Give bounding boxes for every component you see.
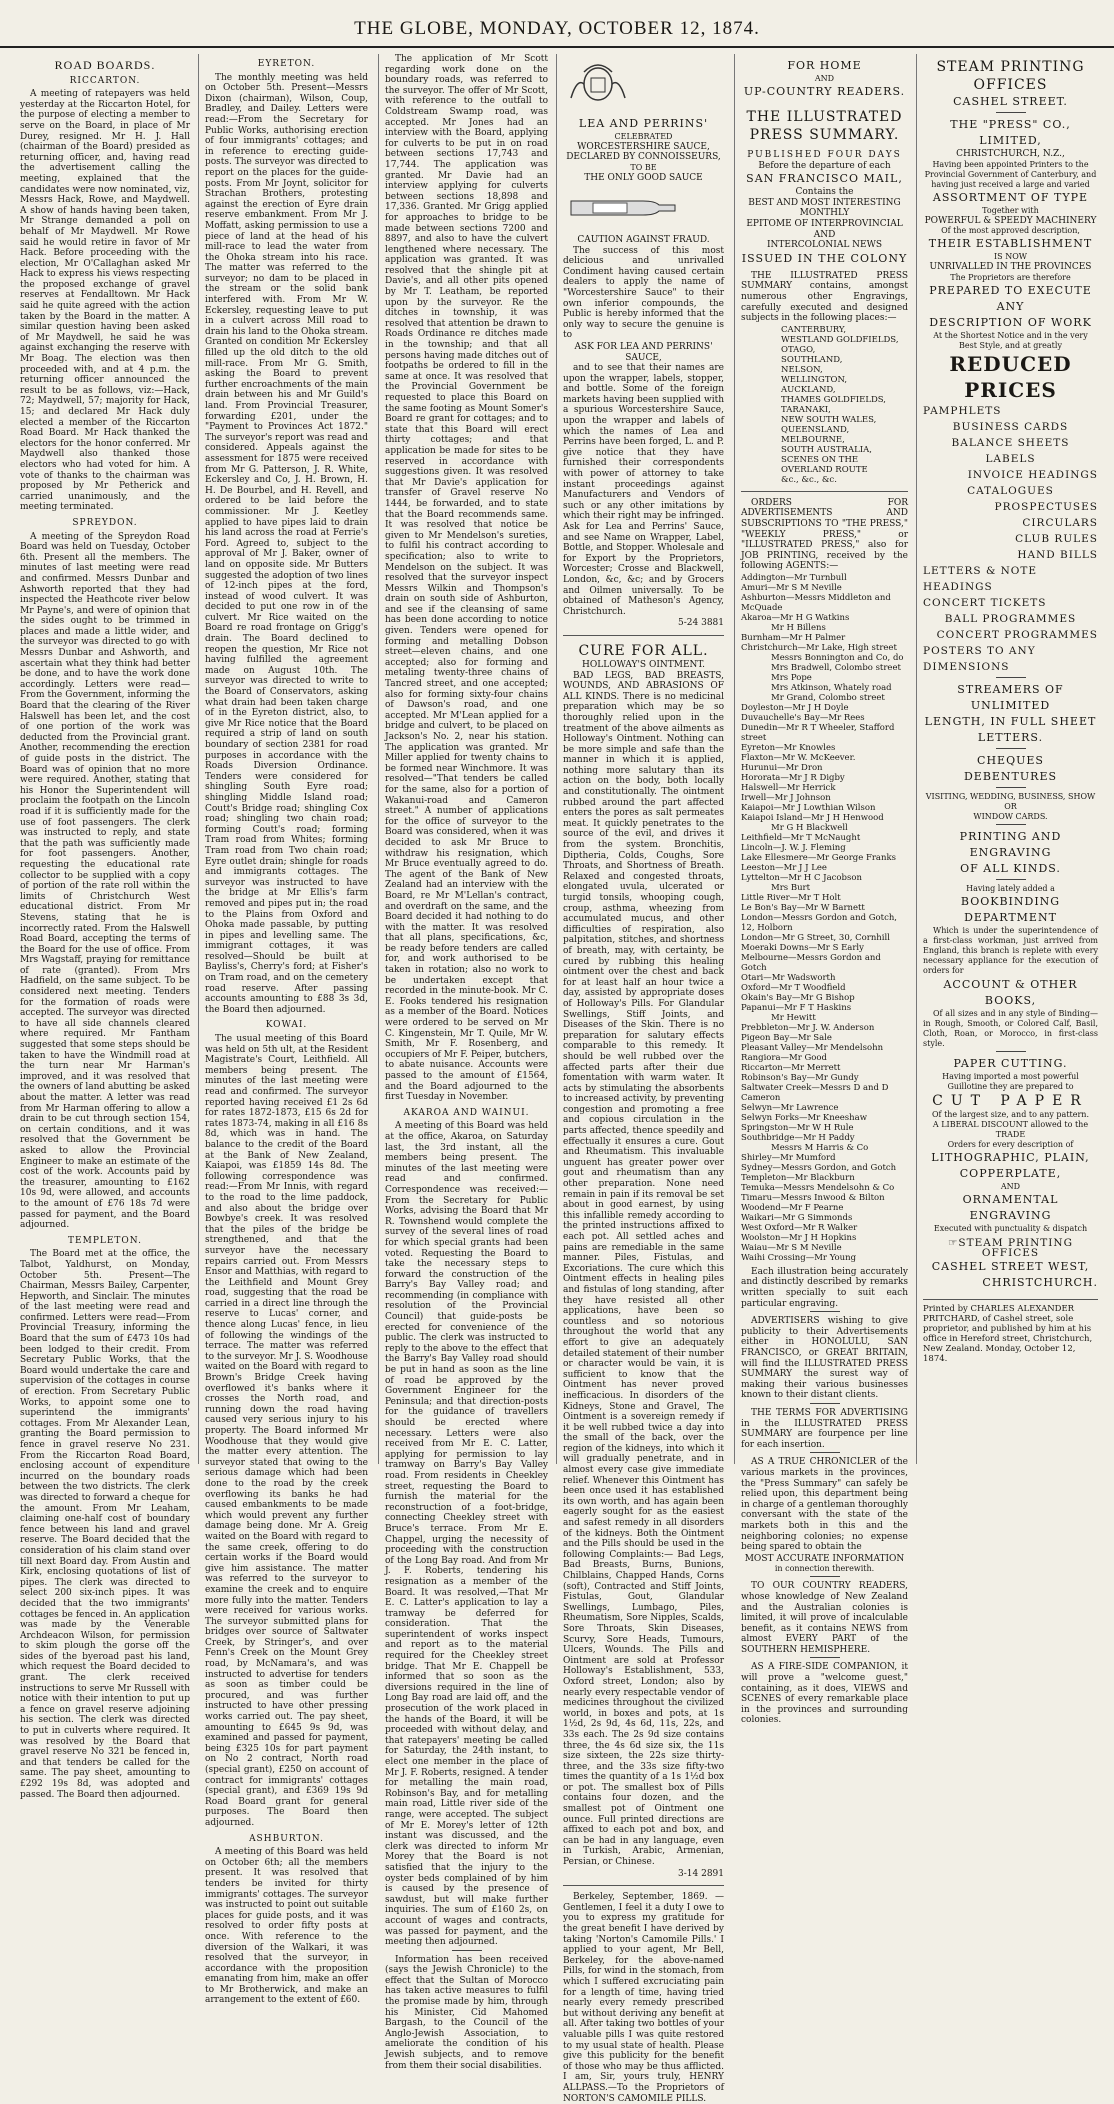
list-item: Ashburton—Messrs Middleton and McQuade: [741, 592, 891, 613]
article-text: A meeting of this Board was held at the office, Akaroa, on Saturday last, the 3rd instant, all the members being present. The minutes of the last meeting were read and confirmed. Correspondence was received:—From the Secretary for Public Works, advising the Board that Mr R. Townshend would complete the survey of the several lines of road for which special grants had been voted. Requesting the Board to take the necessary steps to forward the construction of the Barry's Bay Valley road; and recommending (in compliance with resolution of the Provincial Council) that guide-posts be erected for convenience of the public. The clerk was instructed to reply to the above to the effect that the Barry's Bay Valley road should be put in hand as soon as the line of road be approved by the Government Engineer for the Peninsula; and that direction-posts for the guidance of travellers should be erected where necessary. Letters were also received from Mr E. C. Latter, applying for permission to lay tramway on Barry's Bay Valley road. From residents in Cheekley street, requesting the Board to furnish the material for the reconstruction of a foot-bridge, connecting Cheekley street with Bruce's terrace. From Mr E. Chappel, urging the necessity of proceeding with the construction of the Long Bay road. And from Mr J. F. Roberts, tendering his resignation as a member of the Board. It was resolved,—That Mr E. C. Latter's application to lay a tramway be deferred for consideration. That the superintendent of works inspect and report as to the material required for the Cheekley street bridge. That Mr E. Chappell be informed that so soon as the diversions required in the line of Long Bay road are laid off, and the prosecution of the work placed in the hands of the Board, it will be proceeded with without delay, and that ratepayers' meeting be called for Saturday, the 24th instant, to elect one member in the place of Mr J. F. Roberts, resigned. A tender for metalling the main road, Robinson's Bay, and for metalling main road, Little river side of the range, were accepted. The subject of Mr E. Morey's letter of 12th instant was discussed, and the clerk was directed to inform Mr Morey that the Board is not satisfied that the injury to the oyster beds complained of by him is caused by the presence of sawdust, but will make further inquiries. The sum of £160 2s, on account of wages and contracts, was passed for payment, and the meeting then adjourned.: [385, 1121, 548, 1948]
list-item: OTAGO,: [781, 344, 816, 355]
ad-text: AS A FIRE-SIDE COMPANION, it will prove a "welcome guest," containing, as it does, VIEWS and SCENES of every remarkable place in the provinces and surrounding colonies.: [741, 1662, 908, 1726]
list-item: Robinson's Bay—Mr Gundy: [741, 1072, 859, 1083]
ad-text: TO BE: [630, 162, 657, 172]
list-item: Waiau—Mr S M Neville: [741, 1242, 842, 1253]
section-title: ROAD BOARDS.: [54, 58, 156, 72]
ad-text: Orders for every description of: [947, 1139, 1074, 1149]
list-item: BALANCE SHEETS: [951, 436, 1070, 449]
ad-text: CHRISTCHURCH.: [982, 1275, 1098, 1289]
ad-text: Which is under the superintendence of a first-class workman, just arrived from England, this branch is replete with every necessary appliance for the execution of orders for: [923, 925, 1098, 975]
royal-crest-icon: [563, 58, 633, 108]
ad-ref: 3-14 2891: [678, 1868, 724, 1879]
list-item: SOUTH AUSTRALIA,: [781, 444, 872, 455]
list-item: Le Bon's Bay—Mr W Barnett: [741, 902, 865, 913]
list-item: CONCERT PROGRAMMES: [936, 628, 1098, 641]
list-item: Selwyn Forks—Mr Kneeshaw: [741, 1112, 867, 1123]
ad-text: DEBENTURES: [963, 769, 1058, 783]
column-advertisements: [556, 54, 730, 2104]
list-item: Kaiapoi—Mr J Lowthian Wilson: [741, 802, 876, 813]
ad-text: POWERFUL & SPEEDY MACHINERY: [924, 215, 1097, 226]
list-item: Hororata—Mr J R Digby: [741, 772, 845, 783]
list-item: Shirley—Mr Mumford: [741, 1152, 836, 1163]
list-item: Pleasant Valley—Mr Mendelsohn: [741, 1042, 884, 1053]
list-item: Addington—Mr Turnbull: [741, 572, 847, 583]
ad-text: MOST ACCURATE INFORMATION: [744, 1553, 905, 1564]
ad-text: DESCRIPTION OF WORK: [929, 315, 1092, 329]
printing-items-list: [923, 403, 1098, 675]
places-list: [741, 325, 908, 485]
divider: [563, 1885, 724, 1886]
subsection-title: SPREYDON.: [72, 517, 138, 528]
list-item: Amuri—Mr S M Neville: [741, 582, 842, 593]
sauce-bottle-icon: [563, 187, 683, 227]
list-item: Saltwater Creek—Messrs D and D Cameron: [741, 1082, 889, 1103]
ad-text: STEAM PRINTING OFFICES: [958, 1236, 1073, 1260]
ad-text: WORCESTERSHIRE SAUCE,: [577, 141, 710, 152]
list-item: Lyttelton—Mr H C Jacobson: [741, 872, 862, 883]
ad-text: AND: [1000, 1181, 1021, 1191]
list-item: WELLINGTON,: [781, 374, 848, 385]
list-item: CIRCULARS: [1022, 516, 1098, 529]
list-item: Lincoln—J. W. J. Fleming: [741, 842, 846, 853]
ad-text: Having imported a most powerful Guillotine they are prepared to: [942, 1071, 1079, 1091]
ad-text: CASHEL STREET WEST,: [931, 1259, 1090, 1273]
ad-text: Together with: [982, 205, 1039, 215]
list-item: Mr Grand, Colombo street: [771, 692, 885, 703]
ad-text: BOOKBINDING DEPARTMENT: [960, 894, 1061, 924]
list-item: London—Mr G Street, 30, Cornhill: [741, 932, 890, 943]
list-item: Leithfield—Mr T McNaught: [741, 832, 861, 843]
column-road-boards-3: [378, 54, 554, 2071]
ad-text: IS NOW: [994, 252, 1027, 262]
list-item: Irwell—Mr J Johnson: [741, 792, 831, 803]
list-item: &c., &c., &c.: [781, 474, 837, 485]
list-item: SCENES ON THE OVERLAND ROUTE: [781, 454, 868, 475]
ad-text: LETTERS.: [977, 730, 1044, 744]
list-item: Oxford—Mr T Woodfield: [741, 982, 846, 993]
list-item: London—Messrs Gordon and Gotch, 12, Holborn: [741, 912, 898, 933]
list-item: Messrs M Harris & Co: [771, 1142, 869, 1153]
list-item: Rangiora—Mr Good: [741, 1052, 827, 1063]
ad-title: THE ILLUSTRATED: [746, 109, 903, 125]
ad-text: BEST AND MOST INTERESTING: [748, 197, 901, 208]
ad-text: CAUTION AGAINST FRAUD.: [577, 234, 710, 245]
ad-title: UP-COUNTRY READERS.: [743, 85, 906, 98]
list-item: HAND BILLS: [1017, 548, 1098, 561]
list-item: Otari—Mr Wadsworth: [741, 972, 836, 983]
ad-text: THE TERMS FOR ADVERTISING in the ILLUSTRATED PRESS SUMMARY are fourpence per line for each insertion.: [741, 1408, 908, 1450]
divider: [452, 1950, 482, 1951]
ad-title: PRESS SUMMARY.: [749, 127, 900, 143]
list-item: Mr H Billens: [771, 622, 826, 633]
list-item: Dunedin—Mr R T Wheeler, Stafford street: [741, 722, 895, 743]
ad-text: [923, 1238, 1098, 1259]
ad-text: DECLARED BY CONNOISSEURS,: [566, 152, 721, 163]
ad-text: At the Shortest Notice and in the very Best Style, and at greatly: [933, 330, 1088, 350]
ad-text: ACCOUNT & OTHER BOOKS,: [943, 977, 1078, 1007]
list-item: CLUB RULES: [1015, 532, 1098, 545]
ad-text: PRINTING AND ENGRAVING: [959, 829, 1062, 859]
ad-text: Having lately added a: [966, 883, 1055, 893]
ad-text: CUT PAPER: [932, 1092, 1089, 1109]
list-item: PAMPHLETS: [923, 404, 1002, 417]
list-item: CANTERBURY,: [781, 324, 847, 335]
ad-text: ORDERS FOR ADVERTISEMENTS AND SUBSCRIPTIONS TO "THE PRESS," "WEEKLY PRESS," or "ILLUSTRATED PRESS," also for JOB PRINTING, received by the following AGENTS:—: [741, 497, 908, 572]
ad-text: ADVERTISERS wishing to give publicity to their Advertisements either in HONOLULU, SAN FRANCISCO, or GREAT BRITAIN, will find the ILLUSTRATED PRESS SUMMARY the surest way of making their various businesses known to their distant clients.: [741, 1316, 908, 1401]
list-item: Riccarton—Mr Merrett: [741, 1062, 841, 1073]
divider: [996, 824, 1026, 825]
divider: [810, 1403, 840, 1404]
masthead: [0, 14, 1114, 48]
list-item: Okain's Bay—Mr G Bishop: [741, 992, 855, 1003]
ad-text: UNRIVALLED IN THE PROVINCES: [929, 262, 1092, 273]
list-item: LETTERS & NOTE HEADINGS: [923, 564, 1038, 593]
ad-text: OF ALL KINDS.: [960, 861, 1061, 875]
ad-text: PAPER CUTTING.: [953, 1056, 1068, 1070]
list-item: Akaroa—Mr H G Watkins: [741, 612, 850, 623]
ad-subtitle: HOLLOWAY'S OINTMENT.: [582, 659, 705, 670]
list-item: Mrs Burt: [771, 882, 811, 893]
divider: [996, 1051, 1026, 1052]
list-item: Lake Ellesmere—Mr George Franks: [741, 852, 896, 863]
ad-text: TO OUR COUNTRY READERS, whose knowledge of New Zealand and the Australian colonies is limited, it will prove of incalculable benefit, as it contains NEWS from almost EVERY PART of the SOUTHERN HEMISPHERE.: [741, 1581, 908, 1655]
ad-text: VISITING, WEDDING, BUSINESS, SHOW: [925, 791, 1096, 801]
list-item: Temuka—Messrs Mendelsohn & Co: [741, 1182, 895, 1193]
ad-text: and to see that their names are upon the wrapper, labels, stopper, and bottle. Some of the foreign markets having been supplied with a spurious Worcestershire Sauce, upon the wrapper and labels of which the names of Lea and Perrins have been forged, L. and P. give notice that they have furnished their correspondents with power of attorney to take instant proceedings against Manufacturers and Vendors of such or any other imitations by which their right may be infringed. Ask for Lea and Perrins' Sauce, and see Name on Wrapper, Label, Bottle, and Stopper. Wholesale and for Export by the Proprietors, Worcester; Crosse and Blackwell, London, &c, &c; and by Grocers and Oilmen universally. To be obtained of Matheson's Agency, Christchurch.: [563, 363, 724, 617]
divider: [996, 787, 1026, 788]
ad-text: ISSUED IN THE COLONY: [741, 251, 908, 265]
list-item: POSTERS TO ANY DIMENSIONS: [923, 644, 1036, 673]
subsection-title: RICCARTON.: [69, 75, 141, 86]
list-item: NELSON,: [781, 364, 823, 375]
list-item: Timaru—Messrs Inwood & Bilton: [741, 1192, 885, 1203]
list-item: Burnham—Mr H Palmer: [741, 632, 846, 643]
ad-text: OR: [1004, 801, 1017, 811]
ad-text: Having been appointed Printers to the Provincial Government of Canterbury, and having just received a large and varied: [924, 159, 1097, 189]
list-item: WESTLAND GOLDFIELDS,: [781, 334, 899, 345]
list-item: LABELS: [985, 452, 1036, 465]
ad-text: ASK FOR LEA AND PERRINS' SAUCE,: [574, 341, 713, 363]
ad-text: PUBLISHED FOUR DAYS: [747, 150, 902, 160]
article-text: The monthly meeting was held on October 5th. Present—Messrs Dixon (chairman), Wilson, Coup, Bradley, and Dailey. Letters were read:—From the Secretary for Public Works, authorising erection of four immigrants' cottages; and in reference to erecting guide-posts. The surveyor was directed to report on the places for the guide-posts. From Mr Joynt, solicitor for Strachan Brothers, protesting against the erection of Eyre drain reserve embankment. From Mr J. Moffatt, asking permission to use a piece of land at the head of his mill-race to lead the water from the Ohoka stream into his race. The matter was referred to the surveyor; no dam to be placed in the stream or the solid bank interfered with. From Mr W. Eckersley, requesting leave to put in a culvert across Mill road to drain his land to the Ohoka stream. Granted on condition Mr Eckersley filled up the old ditch to the old mill-race. From Mr G. Smith, asking the Board to prevent further encroachments of the main drain between his and Mr Guild's land. From Provincial Treasurer, forwarding £201, under the "Payment to Provinces Act 1872." The surveyor's report was read and considered. Appeals against the assessment for 1875 were received from Mr G. Patterson, J. R. White, Eckersley and Co, J. H. Brown, H. H. De Bourbel, and H. Revell, and ordered to be laid before the commissioner. Mr J. Keetley applied to have pipes laid to drain his land across the road at Ferrie's Ford. Agreed to, subject to the approval of Mr J. Baker, owner of land on opposite side. Mr Butters suggested the adoption of two lines of 12-inch pipes at the ford, instead of wood culvert. It was decided to put one row in of the culvert. Mr Rice waited on the Board re road frontage on Grigg's drain. The Board declined to reopen the question, Mr Rice not having fulfilled the agreement made on August 10th. The surveyor was directed to write to the Board of Conservators, asking what drain had been taken charge of in the Eyreton district, also, to give Mr Rice notice that the Board required a strip of land on south boundary of section 2381 for road purposes in accordance with the Roads Diversion Ordinance. Tenders were considered for shingling South Eyre road; shingling Middle Island road; Coutt's Bridge road; shingling Cox road; shingling two chain road; forming Coutt's road; forming Tram road from Whites; forming Tram road from Two chain road; Eyre outlet drain; shingle for roads and immigrants cottages. The surveyor was instructed to have the bridge at Mr Ellis's farm removed and pipes put in; the road to the Plains from Oxford and Ohoka made passable, by putting in pipes and levelling same. The immigrant cottages, it was resolved—Should be built at Bayliss's, Cherry's ford; at Fisher's on Tram road, and on the cemetery road reserve. After passing accounts amounting to £88 3s 3d, the Board then adjourned.: [205, 72, 368, 1015]
ad-text: The success of this most delicious and unrivalled Condiment having caused certain dealers to apply the name of "Worcestershire Sauce" to their own inferior compounds, the Public is hereby informed that the only way to secure the genuine is to: [563, 245, 724, 341]
article-text: The usual meeting of this Board was held on 5th ult, at the Resident Magistrate's Court, Leithfield. All members being present. The minutes of the last meeting were read and confirmed. The surveyor reported having received £1 2s 6d for rates 1872-1873, £15 6s 2d for rates 1873-74, making in all £16 8s 8d, which was in hand. The balance to the credit of the Board at the Bank of New Zealand, Kaiapoi, was £1859 14s 8d. The following correspondence was read:—From Mr Innis, with regard to the road to the lime paddock, and also about the bridge over Bowbye's creek. It was resolved that the piles of the bridge be strengthened, and that the surveyor have the necessary repairs carried out. From Messrs Ensor and Matthias, with regard to the Leithfield and Mount Grey road, suggesting that the road be carried in a direct line through the reserve to Lucas' corner, and thence along Lucas' fence, in lieu of following the windings of the terrace. The matter was referred to the surveyor. Mr J. S. Woodhouse waited on the Board with regard to Brown's Bridge Creek having overflowed it's banks where it crosses the North road, and running down the road having caused very serious injury to his property. The Board informed Mr Woodhouse that they would give the matter every attention. The surveyor stated that owing to the serious damage which had been done to the road by the creek overflowing its banks he had caused embankments to be made which would prevent any further damage being done. Mr A. Greig waited on the Board with regard to the same creek, offering to do certain works if the Board would give him assistance. The matter was referred to the surveyor to examine the creek and to enquire more fully into the matter. Tenders were received for various works. The surveyor submitted plans for bridges over source of Saltwater Creek, by Stringer's, and over Fenn's Creek on the Mount Grey road, by McNamara's, and was instructed to advertise for tenders as soon as timber could be procured, and was further instructed to have other pressing works carried out. The pay sheet, amounting to £645 9s 9d, was examined and passed for payment, being £325 10s for part payment on No 2 contract, North road (special grant), £250 on account of contract for immigrants' cottages (special grant), and £369 19s 9d Road Board grant for general purposes. The Board then adjourned.: [205, 1034, 368, 1828]
list-item: Little River—Mr T Holt: [741, 892, 841, 903]
ad-text: THE "PRESS" CO., LIMITED,: [950, 118, 1071, 147]
list-item: Halswell—Mr Herrick: [741, 782, 836, 793]
list-item: Melbourne—Messrs Gordon and Gotch: [741, 952, 881, 973]
column-press-summary: [734, 54, 914, 1726]
ad-text: ORNAMENTAL ENGRAVING: [962, 1192, 1059, 1222]
ad-text: CELEBRATED: [614, 131, 673, 141]
hand-pointer-icon: ☞: [948, 1236, 959, 1249]
list-item: Duvauchelle's Bay—Mr Rees: [741, 712, 865, 723]
column-road-boards-2: [198, 54, 374, 2006]
divider: [996, 879, 1026, 880]
divider: [810, 1657, 840, 1658]
list-item: Waihi Crossing—Mr Young: [741, 1252, 857, 1263]
ad-text: ASSORTMENT OF TYPE: [932, 190, 1089, 204]
ad-text: Before the departure of each: [758, 160, 891, 171]
ad-text: The Proprietors are therefore: [950, 272, 1071, 282]
subsection-title: KOWAI.: [265, 1020, 308, 1031]
list-item: MELBOURNE,: [781, 434, 845, 445]
list-item: Flaxton—Mr W. McKeever.: [741, 752, 856, 763]
ad-text: MONTHLY: [799, 208, 850, 219]
divider: [563, 635, 724, 636]
ad-text: EPITOME OF INTERPROVINCIAL AND: [746, 218, 903, 240]
list-item: Pigeon Bay—Mr Sale: [741, 1032, 832, 1043]
ad-text: Berkeley, September, 1869. — Gentlemen, I feel it a duty I owe to you to express my gratitude for the great benefit I have derived by taking 'Norton's Camomile Pills.' I applied to your agent, Mr Bell, Berkeley, for the above-named Pills, for wind in the stomach, from which I suffered excruciating pain for a length of time, having tried nearly every remedy prescribed but without deriving any benefit at all. After taking two bottles of your valuable pills I was quite restored to my usual state of health. Please give this publicity for the benefit of those who may be thus afflicted. I am, Sir, yours truly, HENRY ALLPASS.—To the Proprietors of NORTON'S CAMOMILE PILLS.: [563, 1892, 724, 2104]
ad-text: Of the most approved description,: [941, 226, 1080, 236]
ad-text: Each illustration being accurately and distinctly described by remarks written specially to suit each particular engraving.: [741, 1266, 908, 1309]
list-item: TARANAKI,: [781, 404, 831, 415]
ad-text: AND: [814, 74, 835, 83]
list-item: Springston—Mr W H Rule: [741, 1122, 854, 1133]
divider: [810, 1576, 840, 1577]
ad-text: AS A TRUE CHRONICLER of the various markets in the provinces, the "Press Summary" can safely be relied upon, this department being in charge of a gentleman thoroughly conversant with the state of the markets both in this and the neighboring colonies; no expense being spared to obtain the: [741, 1457, 908, 1553]
subsection-title: AKAROA AND WAINUI.: [403, 1107, 530, 1118]
list-item: INVOICE HEADINGS: [967, 468, 1098, 481]
ad-text: Of the largest size, and to any pattern.: [932, 1109, 1089, 1119]
list-item: Waikari—Mr G Simmonds: [741, 1212, 853, 1223]
ad-text: Contains the: [795, 187, 854, 198]
ad-ref: 5-24 3881: [678, 618, 724, 629]
list-item: NEW SOUTH WALES,: [781, 414, 877, 425]
divider: [996, 677, 1026, 678]
list-item: Sydney—Messrs Gordon, and Gotch: [741, 1162, 897, 1173]
list-item: QUEENSLAND,: [781, 424, 850, 435]
ad-text: BAD LEGS, BAD BREASTS, WOUNDS, AND ABRASIONS OF ALL KINDS. There is no medicinal preparation which may be so thoroughly relied upon in the treatment of the above ailments as Holloway's Ointment. Nothing can be more simple and safe than the manner in which it is applied, nothing more salutary than its action on the body, both locally and constitutionally. The ointment rubbed around the part affected enters the pores as salt permeates meat. It quickly penetrates to the source of the evil, and drives it from the system. Bronchitis, Diptheria, Colds, Coughs, Sore Throats, and Shortness of Breath. Relaxed and congested throats, elongated uvula, ulcerated or turgid tonsils, whooping cough, croup, asthma, wheezing from accumulated mucus, and other difficulties of respiration, also palpitation, stitches, and shortness of breath, may, with certainty, be cured by rubbing this healing ointment over the chest and back for at least half an hour twice a day, assisted by appropriate doses of Holloway's Pills. For Glandular Swellings, Stiff Joints, and Diseases of the Skin. There is no preparation for salutary effects comparable to this remedy. It should be well rubbed over the affected parts after their due fomentation with warm water. It acts by stimulating the absorbents to increased activity, by preventing congestion and promoting a free and copious circulation in the parts affected, thence speedily and effectually it ensures a cure. Gout and Rheumatism. This invaluable unguent has greater power over gout and rheumatism than any other preparation. None need remain in pain if its removal be set about in good earnest, by using this infallible remedy according to the printed instructions affixed to each pot. All settled aches and pains are remediable in the same manner. Piles, Fistulas, and Excoriations. The cure which this Ointment effects in healing piles and fistulas of long standing, after they have resisted all other applications, have been so countless and so notorious throughout the world that any effort to give an adequately detailed statement of their number or character would be vain, it is sufficient to know that the Ointment has never proved inefficacious. In disorders of the Kidneys, Stone and Gravel, The Ointment is a sovereign remedy if it be well rubbed twice a day into the small of the back, over the region of the kidneys, into which it will gradually penetrate, and in almost every case give immediate relief. Whenever this Ointment has been once used it has established its own worth, and has again been eagerly sought for as the easiest and safest remedy in all disorders of the kidneys. Both the Ointment and the Pills should be used in the following Complaints:— Bad Legs, Bad Breasts, Burns, Bunions, Chilblains, Chapped Hands, Corns (soft), Contracted and Stiff Joints, Fistulas, Gout, Glandular Swellings, Lumbago, Piles, Rheumatism, Sore Nipples, Scalds, Sore Throats, Skin Diseases, Scurvy, Sore Heads, Tumours, Ulcers, Wounds. The Pills and Ointment are sold at Professor Holloway's Establishment, 533, Oxford street, London; also by nearly every respectable vendor of medicines throughout the civilized world, in boxes and pots, at 1s 1½d, 2s 9d, 4s 6d, 11s, 22s, and 33s each. The 2s 9d size contains three, the 4s 6d size six, the 11s size sixteen, the 22s size thirty-three, and the 33s size fifty-two times the quantity of a 1s 1½d box or pot. The smallest box of Pills contains four dozen, and the smallest pot of Ointment one ounce. Full printed directions are affixed to each pot and box, and can be had in any language, even in Turkish, Arabic, Armenian, Persian, or Chinese.: [563, 670, 724, 1868]
list-item: Mrs Atkinson, Whately road: [771, 682, 892, 693]
list-item: Moeraki Downs—Mr S Early: [741, 942, 864, 953]
list-item: Woodend—Mr F Pearne: [741, 1202, 844, 1213]
list-item: Mrs Bradwell, Colombo street: [771, 662, 901, 673]
imprint-footer: Printed by CHARLES ALEXANDER PRITCHARD, of Cashel street, sole proprietor, and published by him at his office in Hereford street, Christchurch, New Zealand. Monday, October 12, 1874.: [923, 1299, 1098, 1364]
article-text: A meeting of the Spreydon Road Board was held on Tuesday, October 6th. Present all the members. The minutes of last meeting were read and confirmed. Messrs Dunbar and Ashworth reported that they had inspected the Heathcote river below Mr Payne's, and were of opinion that the sides ought to be trimmed in places and made a little wider, and the surveyor was directed to go with Messrs Dunbar and Ashworth, and ascertain what they think had better be done, and to have the work done accordingly. Letters were read—From the Government, informing the Board that the clearing of the River Halswell has been let, and the cost of one portion of the work was deducted from the Provincial grant. Another, recommending the erection of guide posts in the district. The Board was of opinion that no more were required. Another, stating that his Honor the Superintendent will proclaim the footpath on the Lincoln road if it is sufficiently made for the use of foot passengers. The clerk was instructed to reply, and state that the path was sufficiently made for foot passengers. Another, requesting the educational rate collector to be supplied with a copy of portion of the rate roll within the limits of Christchurch West educational district. From Mr Stevens, stating that he is incorrectly rated. From the Halswell Road Board, accepting the terms of the Board for the use of office. From Mrs Wagstaff, praying for remittance of rate (granted). From Mrs Hadfield, on the same subject. To be considered next meeting. Tenders for the formation of roads were accepted. The surveyor was directed to have all side channels cleared where required. Mr Fantham suggested that some steps should be taken to have the Windmill road at the turn near Mr Harman's improved, and it was resolved that the owners of land abutting be asked about the matter. A letter was read from Mr Harman offering to allow a drain to be cut through section 154, on certain conditions, and it was resolved that the Government be asked to allow the Provincial Engineer to make an estimate of the cost of the work. Accounts paid by the treasurer, amounting to £162 10s 9d, were allowed, and accounts to the amount of £76 18s 7d were passed for payment, and the Board adjourned.: [20, 531, 190, 1231]
divider: [996, 748, 1026, 749]
list-item: Doyleston—Mr J H Doyle: [741, 702, 849, 713]
article-text: A meeting of this Board was held on October 6th; all the members present. It was resolved that tenders be invited for thirty immigrants' cottages. The surveyor was instructed to point out suitable places for guide posts, and it was resolved to order fifty posts at once. With reference to the diversion of the Walkari, it was resolved that the surveyor, in accordance with the proposition emanating from him, make an offer to Mr Brotherwick, and make an arrangement to the extent of £60.: [205, 1847, 368, 2006]
list-item: CONCERT TICKETS: [923, 596, 1047, 609]
column-printing-offices: [916, 54, 1104, 1464]
list-item: Woolston—Mr J H Hopkins: [741, 1232, 857, 1243]
divider: [810, 1311, 840, 1312]
article-text: Information has been received (says the Jewish Chronicle) to the effect that the Sultan of Morocco has taken active measures to fulfil the promise made by him, through his Minister, Cid Mahomed Bargash, to the Council of the Anglo-Jewish Association, to ameliorate the condition of his Jewish subjects, and to remove from them their social disabilities.: [385, 1954, 548, 2071]
masthead-title: THE GLOBE, MONDAY, OCTOBER 12, 1874.: [354, 18, 760, 39]
ad-text: CHRISTCHURCH, N.Z.,: [956, 149, 1065, 159]
ad-text: PREPARED TO EXECUTE ANY: [929, 283, 1092, 313]
ad-title: CURE FOR ALL.: [578, 642, 709, 659]
ad-title: CASHEL STREET.: [953, 95, 1068, 108]
ad-title: LEA AND PERRINS': [578, 116, 709, 130]
ad-title: STEAM PRINTING OFFICES: [936, 59, 1085, 93]
divider: [741, 491, 908, 492]
divider: [996, 112, 1026, 113]
ad-title: FOR HOME: [787, 59, 862, 72]
list-item: Hurunui—Mr Dron: [741, 762, 823, 773]
ad-text: Of all sizes and in any style of Binding—in Rough, Smooth, or Colored Calf, Basil, Cloth, Roan, or Morocco, in first-class style.: [923, 1008, 1098, 1048]
ad-text: WINDOW CARDS.: [973, 811, 1048, 821]
list-item: Leeston—Mr J J Lee: [741, 862, 827, 873]
list-item: Templeton—Mr Blackburn: [741, 1172, 855, 1183]
ad-text: INTERCOLONIAL NEWS: [766, 240, 883, 251]
subsection-title: EYRETON.: [257, 59, 316, 69]
ad-text: THEIR ESTABLISHMENT: [928, 237, 1093, 251]
list-item: BUSINESS CARDS: [952, 420, 1069, 433]
list-item: Prebbleton—Mr J. W. Anderson: [741, 1022, 875, 1033]
list-item: Southbridge—Mr H Paddy: [741, 1132, 855, 1143]
list-item: BALL PROGRAMMES: [944, 612, 1077, 625]
list-item: CATALOGUES: [967, 484, 1054, 497]
list-item: Christchurch—Mr Lake, High street: [741, 642, 897, 653]
article-text: The application of Mr Scott regarding work done on the boundary roads, was referred to the surveyor. The offer of Mr Scott, with reference to the outfall to Coldstream Swamp road, was accepted. Mr Jones had an interview with the Board, applying for culverts to be put in on road between sections 17,743 and 17,744. The application was granted. Mr Davie had an interview applying for culverts between sections 18,898 and 17,336. Granted. Mr Grigg applied for approaches to bridge to be made between sections 7200 and 8897, and also to have the culvert lengthened where necessary. The application was granted. It was resolved that the shingle pit at Davie's, and all other pits opened by Mr T. Leatham, be reported upon by the surveyor. Re the ditches in township, it was resolved that attention be drawn to Roads Ordinance re ditches made in the township; and that all persons having made ditches out of footpaths be ordered to fill in the same at once. It was resolved that the Provincial Government be requested to place this Board on the same footing as Mount Somer's Board re grant for cottages; and to state that this Board will erect thirty cottages; and that application be made for sites to be reserved in accordance with suggestions given. It was resolved that Mr Davie's application for transfer of Gravel reserve No 1444, be forwarded, and to state that the Board recommends same. It was resolved that notice be given to Mr Mendelson's sureties, to fulfil his contract according to specification; also to write to Mendelson on the subject. It was resolved that the surveyor inspect Messrs Wilkin and Thompson's drain on south side of Ashburton, and see if the cleansing of same has been done according to notice given. Tenders were opened for forming and metalling Dobson street—eleven chains, and one accepted; also for forming and metaling twenty-three chains of Tancred street, and one accepted; also for forming sixty-four chains of Dawson's road, and one accepted. Mr M'Lean applied for a bridge and culvert, to be placed on Jackson's No. 2, near his station. The application was granted. Mr Miller applied for twenty chains to be formed near Winchmore. It was resolved—"That tenders be called for the same, also for a portion of Wakanui-road and Cameron street." A number of applications for the office of surveyor to the Board was considered, when it was decided to ask Mr Bruce to withdraw his resignation, which Mr Bruce eventually agreed to do. The agent of the Bank of New Zealand had an interview with the Board, re Mr M'Lellan's contract, and overdraft on the same, and the Board decided it had nothing to do with the matter. It was resolved that all plans, specifications, &c, be ready before tenders are called for, and work authorised to be taken in rotation; also no work to be undertaken except that recorded in the minute-book. Mr C. E. Fooks tendered his resignation as a member of the Board. Notices were ordered to be served on Mr C. Kingenstein, Mr T. Quile, Mr W. Smith, Mr F. Rosenberg, and occupiers of Mr F. Peiper, butchers, to abate nuisance. Accounts were passed to the amount of £1564, and the Board adjourned to the first Tuesday in November.: [385, 54, 548, 1103]
list-item: Mrs Pope: [771, 672, 812, 683]
ad-text: LENGTH, IN FULL SHEET: [924, 714, 1097, 728]
ad-text: STREAMERS OF UNLIMITED: [957, 682, 1064, 712]
ad-text: THE ILLUSTRATED PRESS SUMMARY contains, amongst numerous other Engravings, carefully executed and designed subjects in the following places:—: [741, 270, 908, 324]
agents-list: [741, 573, 908, 1263]
ad-text: COPPERPLATE,: [959, 1166, 1062, 1180]
ad-text: LITHOGRAPHIC, PLAIN,: [931, 1150, 1090, 1164]
list-item: West Oxford—Mr R Walker: [741, 1222, 858, 1233]
list-item: Selwyn—Mr Lawrence: [741, 1102, 839, 1113]
column-road-boards: [20, 54, 196, 1800]
subsection-title: TEMPLETON.: [68, 1235, 142, 1246]
divider: [810, 1452, 840, 1453]
ad-text: CHEQUES: [977, 753, 1044, 767]
list-item: AUCKLAND,: [781, 384, 836, 395]
ad-text: THE ONLY GOOD SAUCE: [584, 172, 703, 183]
article-text: The Board met at the office, the Talbot, Yaldhurst, on Monday, October 5th. Present—The Chairman, Messrs Bailey, Carpenter, Hepworth, and Sinclair. The minutes of the last meeting were read and confirmed. Letters were read—From Provincial Treasury, informing the Board that the sum of £473 10s had been lodged to their credit. From Secretary Public Works, that the Board would undertake the care and supervision of the cottages in course of erection. From Secretary Public Works, to appoint some one to superintend the immigrants' cottages. From Mr Alexander Lean, granting the Board permission to fence in gravel reserve No 231. From the Riccarton Road Board, enclosing account of expenditure incurred on the boundary roads between the two districts. The clerk was directed to forward a cheque for the amount. From Mr Leaham, claiming one-half cost of boundary fence between his land and gravel reserve. The Board decided that the consideration of his claim stand over till next Board day. From Austin and Kirk, enclosing quotations of list of pipes. The clerk was directed to select 200 six-inch pipes. It was decided that the two immigrants' cottages be fenced in. An application was made by the Venerable Archdeacon Wilson, for permission to skim plough the gorse off the sides of the byeroad past his land, which request the Board decided to grant. The clerk received instructions to serve Mr Russell with notice with their intention to put up a fence on gravel reserve adjoining his section. The clerk was directed to put in culverts where required. It was resolved by the Board that gravel reserve No 321 be fenced in, and that tenders be called for the same. The pay sheet, amounting to £292 19s 8d, was adopted and passed. The Board then adjourned.: [20, 1249, 190, 1800]
ad-text: in connection therewith.: [774, 1564, 875, 1574]
list-item: Kaiapoi Island—Mr J H Henwood: [741, 812, 884, 823]
list-item: SOUTHLAND,: [781, 354, 843, 365]
list-item: Mr Hewitt: [771, 1012, 816, 1023]
list-item: Messrs Bonnington and Co, do: [771, 652, 904, 663]
list-item: Mr G H Blackwell: [771, 822, 848, 833]
subsection-title: ASHBURTON.: [249, 1833, 324, 1844]
list-item: PROSPECTUSES: [994, 500, 1098, 513]
ad-text: A LIBERAL DISCOUNT allowed to the TRADE: [932, 1119, 1089, 1139]
list-item: Papanui—Mr F T Haskins: [741, 1002, 852, 1013]
list-item: Eyreton—Mr Knowles: [741, 742, 836, 753]
list-item: THAMES GOLDFIELDS,: [781, 394, 887, 405]
ad-headline: REDUCED PRICES: [949, 351, 1072, 402]
ad-text: SAN FRANCISCO MAIL,: [746, 172, 903, 186]
ad-text: Executed with punctuality & dispatch: [933, 1223, 1088, 1233]
article-text: A meeting of ratepayers was held yesterday at the Riccarton Hotel, for the purpose of electing a member to serve on the Board, in place of Mr Durey, resigned. Mr H. J. Hall (chairman of the Board) presided as returning officer, and, having read the advertisement calling the meeting, explained that the candidates were now nominated, viz, Messrs Hack, Rowe, and Maydwell. A show of hands having been taken, Mr Strange demanded a poll on behalf of Mr Maydwell. Mr Rowe said he would retire in favor of Mr Hack. Before proceeding with the election, Mr O'Callaghan asked Mr Hack to express his views respecting the proposed exchange of gravel reserves at Fendalltown. Mr Hack said he quite agreed with the action taken by the Board in the matter. A similar question having been asked of Mr Maydwell, he said he was against exchanging the reserve with Mr Boag. The election was then proceeded with, and at 4 p.m. the returning officer announced the result to be as follows, viz:—Hack, 72; Maydwell, 57; majority for Hack, 15; and declared Mr Hack duly elected a member of the Riccarton Road Board. Mr Hack thanked the electors for the honor conferred. Mr Maydwell also thanked those electors who had voted for him. A vote of thanks to the chairman was proposed by Mr Petherick and carried unanimously, and the meeting terminated.: [20, 89, 190, 513]
